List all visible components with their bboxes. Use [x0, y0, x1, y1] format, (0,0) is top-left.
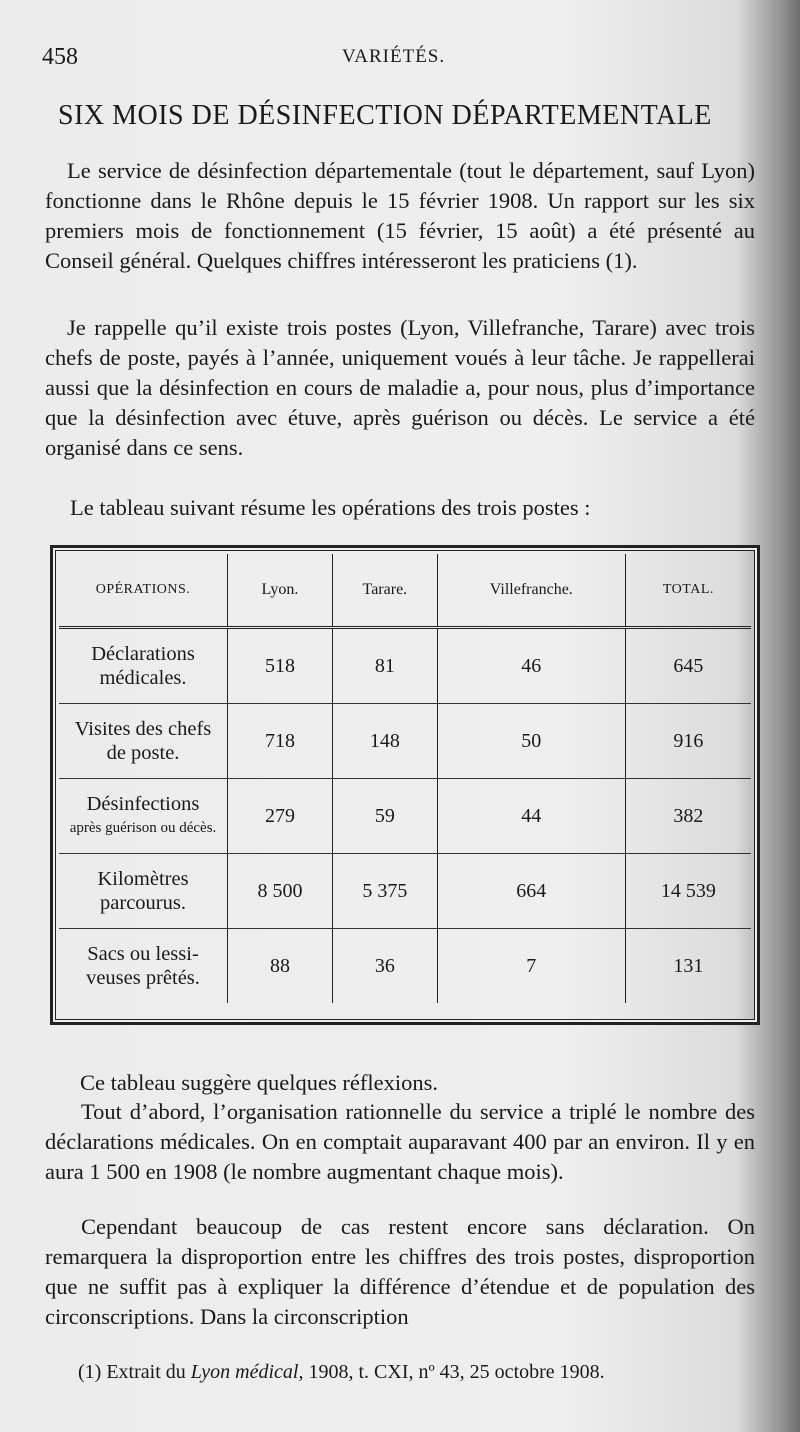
row-label: Kilomètres parcourus. — [59, 854, 228, 929]
cell-total: 14 539 — [625, 854, 751, 929]
footnote-marker: (1) — [78, 1361, 102, 1383]
cell-villefranche: 44 — [437, 779, 625, 854]
page-number: 458 — [42, 44, 78, 70]
paragraph-tout-abord: Tout d’abord, l’organisation rationnelle du service a triplé le nombre des déclarations médicales. On en comptait auparavant 400 par an environ. Il y en aura 1 500 en 1908 (le nombre augmentant chaque mois). — [45, 1099, 755, 1184]
cell-tarare: 36 — [332, 929, 437, 1004]
table-row — [59, 779, 751, 854]
cell-villefranche: 46 — [437, 628, 625, 704]
page-header — [42, 44, 742, 74]
footnote — [78, 1361, 768, 1384]
cell-villefranche: 50 — [437, 704, 625, 779]
footnote-text-after: 1908, t. CXI, nº 43, 25 octobre 1908. — [308, 1361, 605, 1383]
cell-tarare: 59 — [332, 779, 437, 854]
table-row — [59, 929, 751, 1004]
cell-villefranche: 7 — [437, 929, 625, 1004]
cell-tarare: 81 — [332, 628, 437, 704]
operations-table — [59, 554, 751, 1003]
paragraph-postes: Je rappelle qu’il existe trois postes (Lyon, Villefranche, Tarare) avec trois chefs de poste, payés à l’année, uniquement voués à leur tâche. Je rappellerai aussi que la désinfection en cours de maladie a, pour nous, plus d’importance que la désinfection avec étuve, après guérison ou décès. Le service a été organisé dans ce sens. — [45, 315, 755, 460]
paragraph-reflexions: Ce tableau suggère quelques réflexions. — [80, 1070, 439, 1095]
cell-total: 382 — [625, 779, 751, 854]
table-row — [59, 704, 751, 779]
cell-total: 131 — [673, 954, 704, 977]
footnote-journal: Lyon médical, — [190, 1361, 304, 1383]
article-title: SIX MOIS DE DÉSINFECTION DÉPARTEMENTALE — [58, 100, 712, 131]
paragraph-intro: Le service de désinfection départementale (tout le département, sauf Lyon) fonctionne dans le Rhône depuis le 15 février 1908. Un rapport sur les six premiers mois de fonctionnement (15 février, 15 août) a été présenté au Conseil général. Quelques chiffres intéresseront les praticiens (1). — [45, 158, 755, 273]
table-row — [59, 628, 751, 704]
col-header-lyon: Lyon. — [228, 554, 333, 628]
cell-total: 916 — [625, 704, 751, 779]
running-head: VARIÉTÉS. — [342, 46, 446, 67]
cell-total: 645 — [625, 628, 751, 704]
table-header-row — [59, 554, 751, 628]
row-label: Déclarations médicales. — [59, 628, 228, 704]
cell-villefranche: 664 — [437, 854, 625, 929]
cell-lyon: 88 — [228, 929, 333, 1004]
table-row — [59, 854, 751, 929]
row-label: Visites des chefs de poste. — [59, 704, 228, 779]
row-label: Sacs ou lessi- veuses prêtés. — [59, 929, 228, 1004]
cell-tarare: 148 — [332, 704, 437, 779]
footnote-text-before: Extrait du — [106, 1361, 186, 1383]
cell-lyon: 279 — [228, 779, 333, 854]
col-header-operations: OPÉRATIONS. — [59, 554, 228, 628]
operations-table-frame — [50, 545, 760, 1025]
cell-lyon: 518 — [228, 628, 333, 704]
row-label: Désinfections après guérison ou décès. — [59, 779, 228, 854]
cell-lyon: 8 500 — [228, 854, 333, 929]
cell-lyon: 718 — [228, 704, 333, 779]
col-header-villefranche: Villefranche. — [437, 554, 625, 628]
paragraph-table-intro: Le tableau suivant résume les opérations des trois postes : — [70, 495, 591, 520]
col-header-tarare: Tarare. — [332, 554, 437, 628]
cell-tarare: 5 375 — [332, 854, 437, 929]
col-header-total: TOTAL. — [625, 554, 751, 628]
paragraph-cependant: Cependant beaucoup de cas restent encore sans déclaration. On remarquera la disproportion entre les chiffres des trois postes, disproportion que ne suffit pas à expliquer la différence d’étendue et de population des circonscriptions. Dans la circonscription — [45, 1214, 755, 1329]
